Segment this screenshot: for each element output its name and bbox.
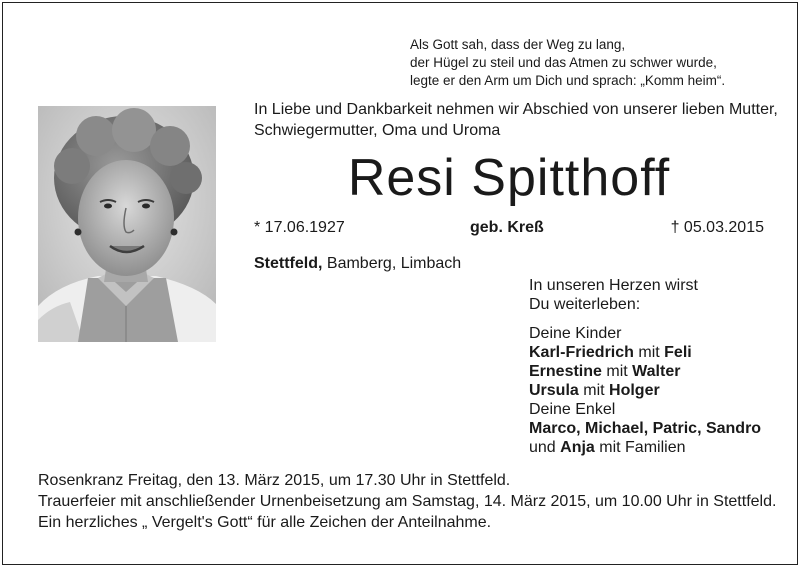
thanks-line: Ein herzliches „ Vergelt's Gott“ für alle Zeichen der Anteilnahme. [38,514,492,531]
joiner-text: mit Familien [594,439,686,456]
intro-line: In Liebe und Dankbarkeit nehmen wir Abschied von unserer lieben Mutter, [254,101,778,118]
poem-line: der Hügel zu steil und das Atmen zu schwer wurde, [410,55,717,70]
places [254,254,461,274]
poem-line: legte er den Arm um Dich und sprach: „Komm heim“. [410,73,726,88]
poem-line: Als Gott sah, dass der Weg zu lang, [410,37,626,52]
mourner-line [529,362,789,381]
main-place: Stettfeld, [254,255,323,272]
deceased-name: Resi Spitthoff [347,149,671,207]
child-name: Ernestine [529,363,602,380]
rosary-info: Rosenkranz Freitag, den 13. März 2015, um 17.30 Uhr in Stettfeld. [38,472,511,489]
motto-line: In unseren Herzen wirst [529,277,698,294]
child-name: Ursula [529,382,579,399]
service-details [38,470,788,533]
joiner-text: mit [578,382,610,399]
motto-line: Du weiterleben: [529,296,641,313]
joiner-text: mit [633,344,665,361]
child-name: Karl-Friedrich [529,344,634,361]
partner-name: Walter [632,363,681,380]
funeral-info: Trauerfeier mit anschließender Urnenbeisetzung am Samstag, 14. März 2015, um 10.00 Uhr in Stettfeld. [38,493,777,510]
intro-text [254,99,784,141]
partner-name: Feli [664,344,692,361]
mourner-line [529,343,789,362]
intro-line: Schwiegermutter, Oma und Uroma [254,122,501,139]
joiner-text: mit [601,363,633,380]
maiden-name: geb. Kreß [470,219,544,236]
death-date: † 05.03.2015 [670,219,764,236]
partner-name: Holger [609,382,660,399]
joiner-text: und [529,439,561,456]
grandchild-name: Anja [560,439,595,456]
mourner-line [529,438,789,457]
mourner-line [529,381,789,400]
birth-date: * 17.06.1927 [254,219,345,236]
grandchildren-names: Marco, Michael, Patric, Sandro [529,420,762,437]
life-dates [254,218,764,238]
grandchildren-label: Deine Enkel [529,401,616,418]
portrait-photo [38,106,216,342]
poem [410,36,790,90]
mourner-line [529,419,789,438]
children-label: Deine Kinder [529,325,622,342]
other-places: Bamberg, Limbach [322,255,462,272]
mourners-list [529,276,789,457]
portrait-image [38,106,216,342]
